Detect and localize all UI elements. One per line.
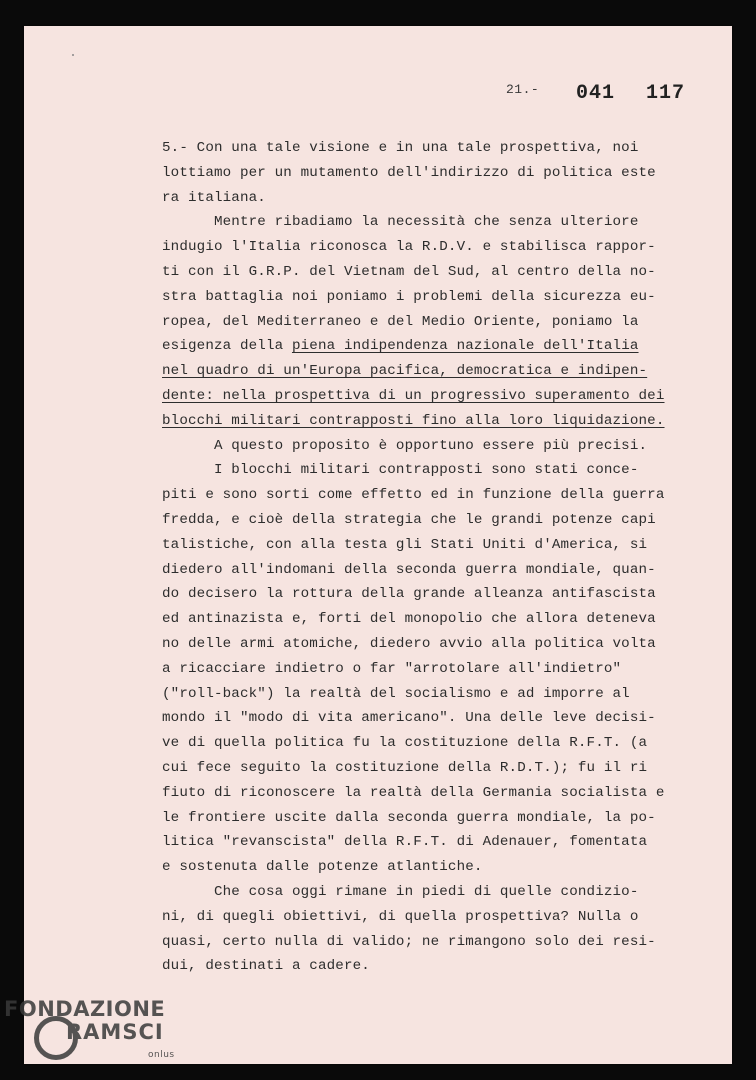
text-line: Che cosa oggi rimane in piedi di quelle condizio- xyxy=(162,883,639,900)
underlined-phrase: piena indipendenza nazionale dell'Italia xyxy=(291,338,639,355)
text-line: ni, di quegli obiettivi, di quella prospettiva? Nulla o xyxy=(162,908,639,925)
text-line: ti con il G.R.P. del Vietnam del Sud, al centro della no- xyxy=(162,263,656,280)
watermark-line-2: RAMSCI xyxy=(66,1020,164,1044)
text-line: lottiamo per un mutamento dell'indirizzo di politica este xyxy=(162,164,656,181)
text-line: diedero all'indomani della seconda guerra mondiale, quan- xyxy=(162,561,656,578)
text-line: mondo il "modo di vita americano". Una delle leve decisi- xyxy=(162,710,656,727)
text-line: litica "revanscista" della R.F.T. di Adenauer, fomentata xyxy=(162,834,648,851)
text-line: quasi, certo nulla di valido; ne rimangono solo dei resi- xyxy=(162,933,656,950)
text-line: talistiche, con alla testa gli Stati Uniti d'America, si xyxy=(162,536,648,553)
text-line: e sostenuta dalle potenze atlantiche. xyxy=(162,859,483,876)
underlined-text-line: dente: nella prospettiva di un progressivo superamento dei xyxy=(162,387,665,404)
text-line: ("roll-back") la realtà del socialismo e ad imporre al xyxy=(162,685,630,702)
underlined-text-line: nel quadro di un'Europa pacifica, democratica e indipen- xyxy=(162,363,648,380)
underlined-text-line: blocchi militari contrapposti fino alla loro liquidazione. xyxy=(162,412,665,429)
text-line: le frontiere uscite dalla seconda guerra mondiale, la po- xyxy=(162,809,656,826)
text-line: indugio l'Italia riconosca la R.D.V. e stabilisca rappor- xyxy=(162,239,656,256)
archive-number-2: 117 xyxy=(646,82,686,105)
page-label: 21.- xyxy=(506,82,540,97)
text-line: I blocchi militari contrapposti sono stati conce- xyxy=(162,462,639,479)
text-line: do decisero la rottura della grande alleanza antifascista xyxy=(162,586,656,603)
text-line: dui, destinati a cadere. xyxy=(162,958,370,975)
watermark-line-1: FONDAZIONE xyxy=(4,997,166,1021)
text-line: ra italiana. xyxy=(162,189,266,206)
text-line: piti e sono sorti come effetto ed in funzione della guerra xyxy=(162,487,665,504)
archive-number-1: 041 xyxy=(576,82,616,105)
text-line: ve di quella politica fu la costituzione della R.F.T. (a xyxy=(162,735,648,752)
text-line: a ricacciare indietro o far "arrotolare all'indietro" xyxy=(162,660,622,677)
typewritten-body xyxy=(162,136,702,979)
text-line: stra battaglia noi poniamo i problemi della sicurezza eu- xyxy=(162,288,656,305)
text-line: ropea, del Mediterraneo e del Medio Oriente, poniamo la xyxy=(162,313,639,330)
text-line: A questo proposito è opportuno essere più precisi. xyxy=(162,437,648,454)
document-page xyxy=(24,26,732,1064)
text-line: Mentre ribadiamo la necessità che senza ulteriore xyxy=(162,214,639,231)
text-line: fiuto di riconoscere la realtà della Germania socialista e xyxy=(162,784,665,801)
text-line: no delle armi atomiche, diedero avvio alla politica volta xyxy=(162,635,656,652)
underlined-text-line: esigenza della piena indipendenza nazionale dell'Italia xyxy=(162,338,639,355)
watermark-line-3: onlus xyxy=(148,1050,175,1060)
paper-speck xyxy=(72,54,74,56)
fondazione-gramsci-watermark xyxy=(4,996,175,1060)
text-line: ed antinazista e, forti del monopolio che allora deteneva xyxy=(162,611,656,628)
text-line: fredda, e cioè della strategia che le grandi potenze capi xyxy=(162,511,656,528)
text-line: cui fece seguito la costituzione della R.D.T.); fu il ri xyxy=(162,759,648,776)
text-line: 5.- Con una tale visione e in una tale prospettiva, noi xyxy=(162,140,639,156)
